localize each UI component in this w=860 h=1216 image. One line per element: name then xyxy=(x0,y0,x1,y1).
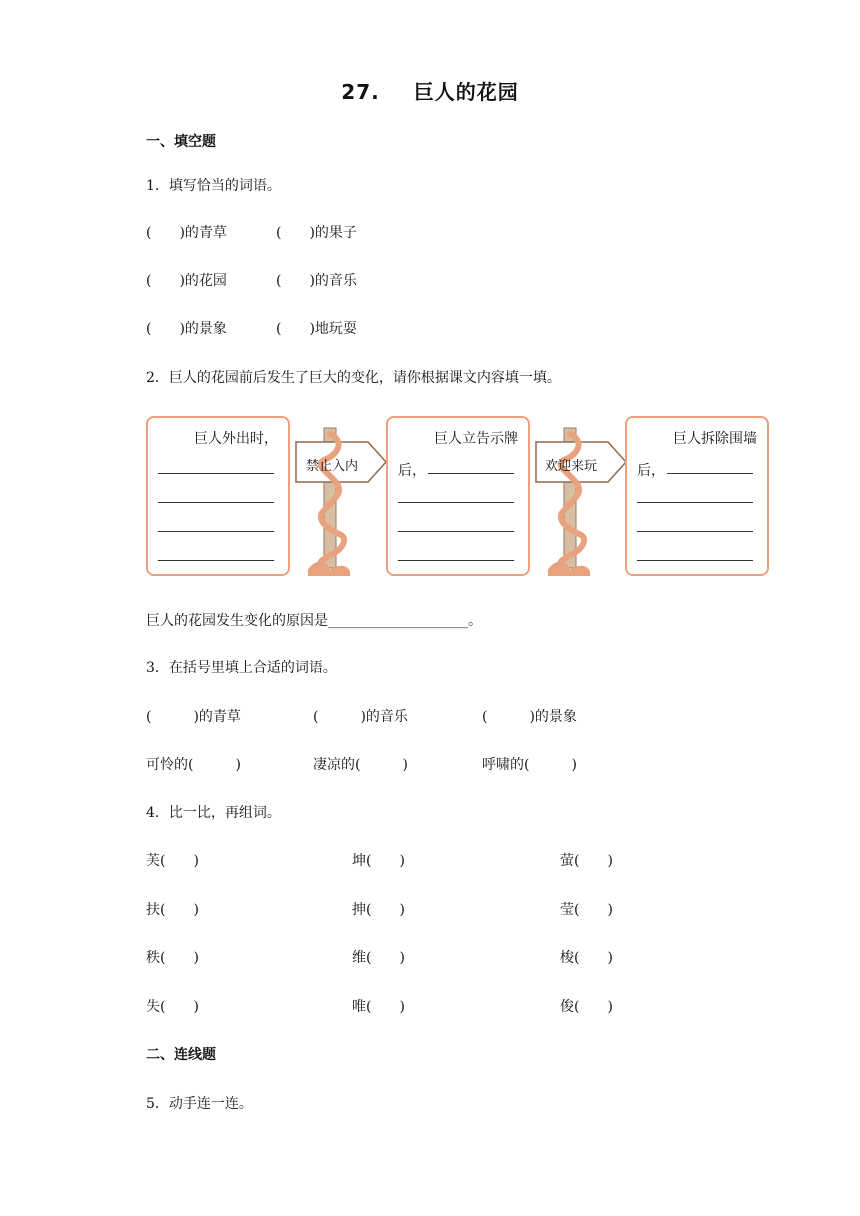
signpost-icon xyxy=(534,420,630,580)
answer-blank[interactable] xyxy=(428,473,514,474)
q1-item[interactable]: ( )地玩耍 xyxy=(276,321,357,337)
box-heading: 巨人拆除围墙 xyxy=(673,431,757,447)
answer-blank[interactable] xyxy=(398,502,514,503)
q4-item[interactable]: 失( ) xyxy=(146,999,199,1015)
answer-box-after xyxy=(625,416,769,576)
q2-reason-line[interactable]: 巨人的花园发生变化的原因是____________________。 xyxy=(146,613,482,629)
answer-blank[interactable] xyxy=(637,560,753,561)
q3-prompt: 3．在括号里填上合适的词语。 xyxy=(146,660,337,676)
q3-item[interactable]: ( )的音乐 xyxy=(313,709,408,725)
q4-item[interactable]: 维( ) xyxy=(352,950,405,966)
q1-item[interactable]: ( )的果子 xyxy=(276,225,357,241)
q3-item[interactable]: ( )的青草 xyxy=(146,709,241,725)
answer-blank[interactable] xyxy=(398,531,514,532)
q4-prompt: 4．比一比，再组词。 xyxy=(146,805,281,821)
answer-blank[interactable] xyxy=(158,502,274,503)
answer-blank[interactable] xyxy=(158,473,274,474)
garden-change-figure xyxy=(144,412,770,582)
box-lead: 后， xyxy=(637,463,665,479)
answer-blank[interactable] xyxy=(667,473,753,474)
sign-label-no-entry: 禁止入内 xyxy=(306,459,359,474)
q3-item[interactable]: 凄凉的( ) xyxy=(313,757,408,773)
signpost-icon xyxy=(294,420,390,580)
q4-item[interactable]: 芙( ) xyxy=(146,853,199,869)
section-heading-matching: 二、连线题 xyxy=(146,1047,216,1063)
q4-item[interactable]: 扶( ) xyxy=(146,902,199,918)
q4-item[interactable]: 抻( ) xyxy=(352,902,405,918)
answer-blank[interactable] xyxy=(398,560,514,561)
q4-item[interactable]: 梭( ) xyxy=(560,950,613,966)
q1-item[interactable]: ( )的音乐 xyxy=(276,273,357,289)
q4-item[interactable]: 坤( ) xyxy=(352,853,405,869)
q4-item[interactable]: 唯( ) xyxy=(352,999,405,1015)
q2-prompt: 2．巨人的花园前后发生了巨大的变化，请你根据课文内容填一填。 xyxy=(146,370,561,386)
lesson-number: 27. xyxy=(341,80,380,104)
answer-box-before xyxy=(146,416,290,576)
answer-blank[interactable] xyxy=(158,531,274,532)
box-heading: 巨人外出时， xyxy=(194,431,278,447)
q1-prompt: 1．填写恰当的词语。 xyxy=(146,178,281,194)
box-lead: 后， xyxy=(398,463,426,479)
q5-prompt: 5．动手连一连。 xyxy=(146,1096,253,1112)
section-heading-fill-in: 一、填空题 xyxy=(146,134,216,150)
lesson-title: 巨人的花园 xyxy=(413,80,519,104)
answer-blank[interactable] xyxy=(637,531,753,532)
q1-item[interactable]: ( )的花园 xyxy=(146,273,227,289)
q4-item[interactable]: 萤( ) xyxy=(560,853,613,869)
q4-item[interactable]: 俊( ) xyxy=(560,999,613,1015)
q1-item[interactable]: ( )的青草 xyxy=(146,225,227,241)
q3-item[interactable]: 可怜的( ) xyxy=(146,757,241,773)
q4-item[interactable]: 莹( ) xyxy=(560,902,613,918)
answer-blank[interactable] xyxy=(158,560,274,561)
answer-box-sign xyxy=(386,416,530,576)
box-heading: 巨人立告示牌 xyxy=(434,431,518,447)
page-title xyxy=(0,76,860,105)
q1-item[interactable]: ( )的景象 xyxy=(146,321,227,337)
q4-item[interactable]: 秩( ) xyxy=(146,950,199,966)
q3-item[interactable]: ( )的景象 xyxy=(482,709,577,725)
sign-label-welcome: 欢迎来玩 xyxy=(545,459,598,474)
answer-blank[interactable] xyxy=(637,502,753,503)
q3-item[interactable]: 呼啸的( ) xyxy=(482,757,577,773)
